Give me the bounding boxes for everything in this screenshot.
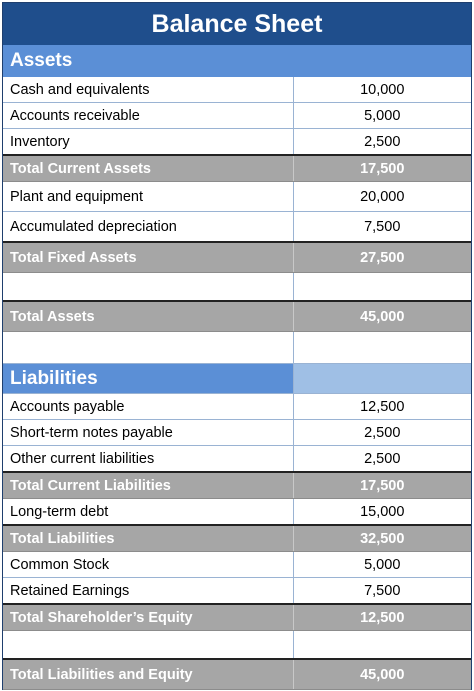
row-value[interactable]: 5,000 — [293, 103, 471, 129]
blank-cell[interactable] — [3, 332, 293, 364]
blank-row[interactable] — [3, 332, 471, 364]
row-value[interactable]: 15,000 — [293, 499, 471, 526]
row-label[interactable]: Retained Earnings — [3, 578, 293, 605]
row-value[interactable]: 5,000 — [293, 552, 471, 578]
assets-heading-blank — [293, 45, 471, 77]
row-label[interactable]: Short-term notes payable — [3, 420, 293, 446]
liabilities-heading-blank — [293, 364, 471, 394]
table-row[interactable] — [3, 499, 471, 526]
total-assets-row[interactable] — [3, 301, 471, 332]
total-value[interactable]: 32,500 — [293, 525, 471, 552]
table-row[interactable] — [3, 212, 471, 243]
assets-heading: Assets — [3, 45, 293, 77]
total-value[interactable]: 17,500 — [293, 155, 471, 182]
sheet-title: Balance Sheet — [3, 3, 471, 45]
table-row[interactable] — [3, 77, 471, 103]
liabilities-heading: Liabilities — [3, 364, 293, 394]
total-value[interactable]: 17,500 — [293, 472, 471, 499]
blank-cell[interactable] — [3, 631, 293, 660]
row-label[interactable]: Accounts payable — [3, 394, 293, 420]
row-value[interactable]: 2,500 — [293, 446, 471, 473]
blank-row[interactable] — [3, 273, 471, 302]
row-label[interactable]: Common Stock — [3, 552, 293, 578]
assets-header-row — [3, 45, 471, 77]
blank-row[interactable] — [3, 631, 471, 660]
total-equity-row[interactable] — [3, 604, 471, 631]
row-label[interactable]: Cash and equivalents — [3, 77, 293, 103]
table-row[interactable] — [3, 578, 471, 605]
row-label[interactable]: Other current liabilities — [3, 446, 293, 473]
total-current-assets-row[interactable] — [3, 155, 471, 182]
table-row[interactable] — [3, 420, 471, 446]
total-fixed-assets-row[interactable] — [3, 242, 471, 273]
row-value[interactable]: 12,500 — [293, 394, 471, 420]
balance-table — [3, 45, 471, 690]
row-label[interactable]: Inventory — [3, 129, 293, 156]
total-value[interactable]: 45,000 — [293, 301, 471, 332]
total-label[interactable]: Total Assets — [3, 301, 293, 332]
blank-cell[interactable] — [293, 273, 471, 302]
total-value[interactable]: 45,000 — [293, 659, 471, 690]
total-label[interactable]: Total Liabilities — [3, 525, 293, 552]
total-label[interactable]: Total Current Assets — [3, 155, 293, 182]
table-row[interactable] — [3, 446, 471, 473]
table-row[interactable] — [3, 552, 471, 578]
total-value[interactable]: 12,500 — [293, 604, 471, 631]
table-row[interactable] — [3, 182, 471, 212]
total-current-liabilities-row[interactable] — [3, 472, 471, 499]
table-row[interactable] — [3, 129, 471, 156]
row-value[interactable]: 2,500 — [293, 420, 471, 446]
balance-sheet — [2, 2, 472, 690]
blank-cell[interactable] — [293, 332, 471, 364]
total-label[interactable]: Total Shareholder’s Equity — [3, 604, 293, 631]
row-value[interactable]: 7,500 — [293, 578, 471, 605]
row-label[interactable]: Plant and equipment — [3, 182, 293, 212]
total-value[interactable]: 27,500 — [293, 242, 471, 273]
row-label[interactable]: Accounts receivable — [3, 103, 293, 129]
grand-total-row[interactable] — [3, 659, 471, 690]
row-value[interactable]: 2,500 — [293, 129, 471, 156]
row-value[interactable]: 20,000 — [293, 182, 471, 212]
table-row[interactable] — [3, 394, 471, 420]
row-value[interactable]: 7,500 — [293, 212, 471, 243]
liabilities-header-row — [3, 364, 471, 394]
row-value[interactable]: 10,000 — [293, 77, 471, 103]
row-label[interactable]: Long-term debt — [3, 499, 293, 526]
total-label[interactable]: Total Current Liabilities — [3, 472, 293, 499]
total-label[interactable]: Total Fixed Assets — [3, 242, 293, 273]
blank-cell[interactable] — [3, 273, 293, 302]
row-label[interactable]: Accumulated depreciation — [3, 212, 293, 243]
table-row[interactable] — [3, 103, 471, 129]
total-label[interactable]: Total Liabilities and Equity — [3, 659, 293, 690]
blank-cell[interactable] — [293, 631, 471, 660]
total-liabilities-row[interactable] — [3, 525, 471, 552]
